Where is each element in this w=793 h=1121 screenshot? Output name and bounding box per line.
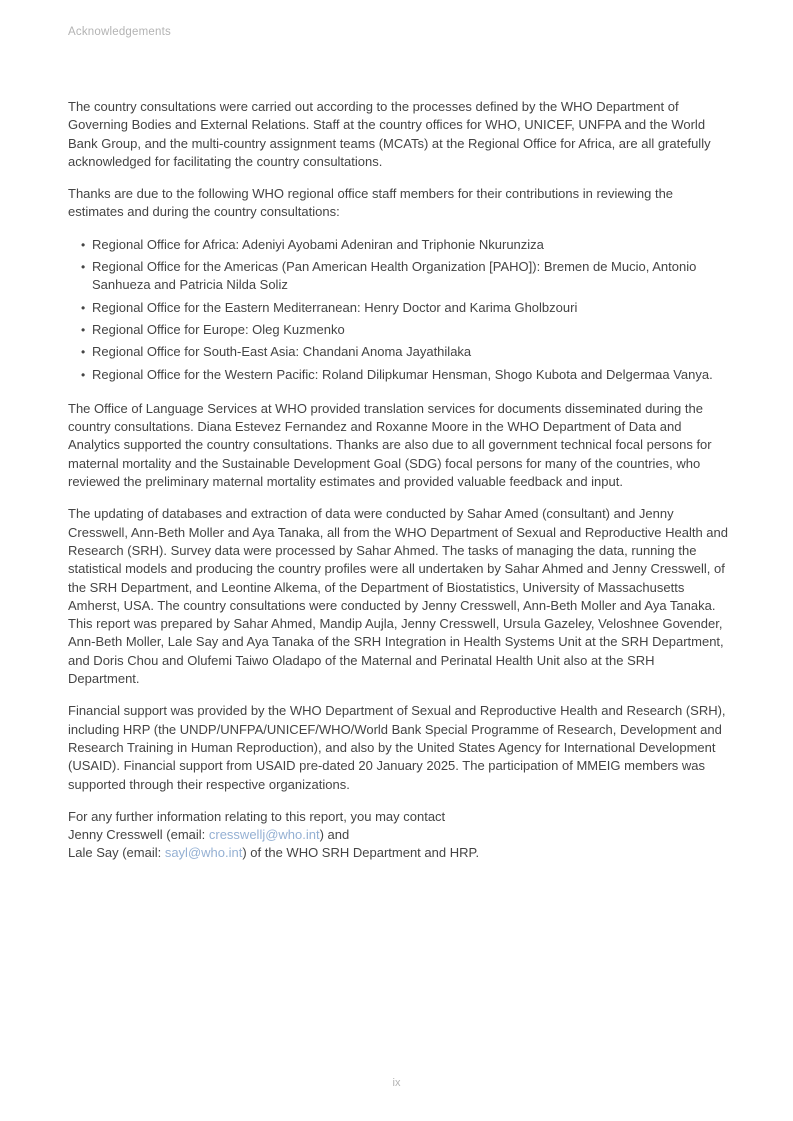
list-item-regional-office-americas: • Regional Office for the Americas (Pan American Health Organization [PAHO]): Bremen de Mucio, Antonio Sanhueza and Patricia Nilda Soliz <box>92 258 728 295</box>
list-item-regional-office-south-east-asia: • Regional Office for South-East Asia: Chandani Anoma Jayathilaka <box>92 343 728 361</box>
paragraph-database-updating: The updating of databases and extraction of data were conducted by Sahar Amed (consultant) and Jenny Cresswell, Ann-Beth Moller and Aya Tanaka, all from the WHO Department of Sexual and Reproductive Health and Research (SRH). Survey data were processed by Sahar Ahmed. The tasks of managing the data, running the statistical models and producing the country profiles were all undertaken by Sahar Ahmed and Jenny Cresswell, of the SRH Department, and Leontine Alkema, of the Department of Biostatistics, University of Massachusetts Amherst, USA. The country consultations were conducted by Jenny Cresswell, Ann-Beth Moller and Aya Tanaka. This report was prepared by Sahar Ahmed, Mandip Aujla, Jenny Cresswell, Ursula Gazeley, Veloshnee Govender, Ann-Beth Moller, Lale Say and Aya Tanaka of the SRH Integration in Health Systems Unit at the SRH Department, and Doris Chou and Olufemi Taiwo Oladapo of the Maternal and Perinatal Health Unit also at the SRH Department. <box>68 506 728 687</box>
contact-intro-line: For any further information relating to this report, you may contact <box>68 808 446 824</box>
paragraph-contact <box>68 808 728 863</box>
paragraph-language-services: The Office of Language Services at WHO provided translation services for documents disseminated during the country consultations. Diana Estevez Fernandez and Roxanne Moore in the WHO Department of Data and Analytics supported the country consultations. Thanks are also due to all government technical focal persons for maternal mortality and the Sustainable Development Goal (SDG) focal persons for many of the countries, who reviewed the preliminary maternal mortality estimates and provided valuable feedback and input. <box>68 400 712 490</box>
page-content <box>68 98 728 877</box>
list-item-regional-office-western-pacific: • Regional Office for the Western Pacific: Roland Dilipkumar Hensman, Shogo Kubota and Delgermaa Vanya. <box>92 366 728 384</box>
contact-cresswell-prefix: Jenny Cresswell (email: <box>68 827 209 843</box>
list-item-regional-office-eastern-mediterranean: • Regional Office for the Eastern Mediterranean: Henry Doctor and Karima Gholbzouri <box>92 299 728 317</box>
list-item-regional-office-africa: • Regional Office for Africa: Adeniyi Ayobami Adeniran and Triphonie Nkurunziza <box>92 236 728 254</box>
paragraph-thanks-intro: Thanks are due to the following WHO regional office staff members for their contributions in reviewing the estimates and during the country consultations: <box>68 186 674 220</box>
regional-offices-list <box>68 236 728 384</box>
page-footer <box>0 1077 793 1089</box>
contact-say-suffix: ) of the WHO SRH Department and HRP. <box>242 845 480 861</box>
contact-say-prefix: Lale Say (email: <box>68 845 165 861</box>
page-number: ix <box>392 1077 401 1089</box>
running-header: Acknowledgements <box>68 26 171 38</box>
paragraph-financial-support: Financial support was provided by the WHO Department of Sexual and Reproductive Health and Research (SRH), including HRP (the UNDP/UNFPA/UNICEF/WHO/World Bank Special Programme of Research, Development and Research Training in Human Reproduction), and also by the United States Agency for International Development (USAID). Financial support from USAID pre-dated 20 January 2025. The participation of MMEIG members was supported through their respective organizations. <box>68 703 726 792</box>
contact-cresswell-suffix: ) and <box>319 827 350 843</box>
list-item-regional-office-europe: • Regional Office for Europe: Oleg Kuzmenko <box>92 321 728 339</box>
email-link-cresswell[interactable]: cresswellj@who.int <box>208 827 320 843</box>
email-link-say[interactable]: sayl@who.int <box>164 845 243 861</box>
paragraph-country-consultations: The country consultations were carried out according to the processes defined by the WHO Department of Governing Bodies and External Relations. Staff at the country offices for WHO, UNICEF, UNFPA and the World Bank Group, and the multi-country assignment teams (MCATs) at the Regional Office for Africa, are all gratefully acknowledged for facilitating the country consultations. <box>68 99 711 169</box>
